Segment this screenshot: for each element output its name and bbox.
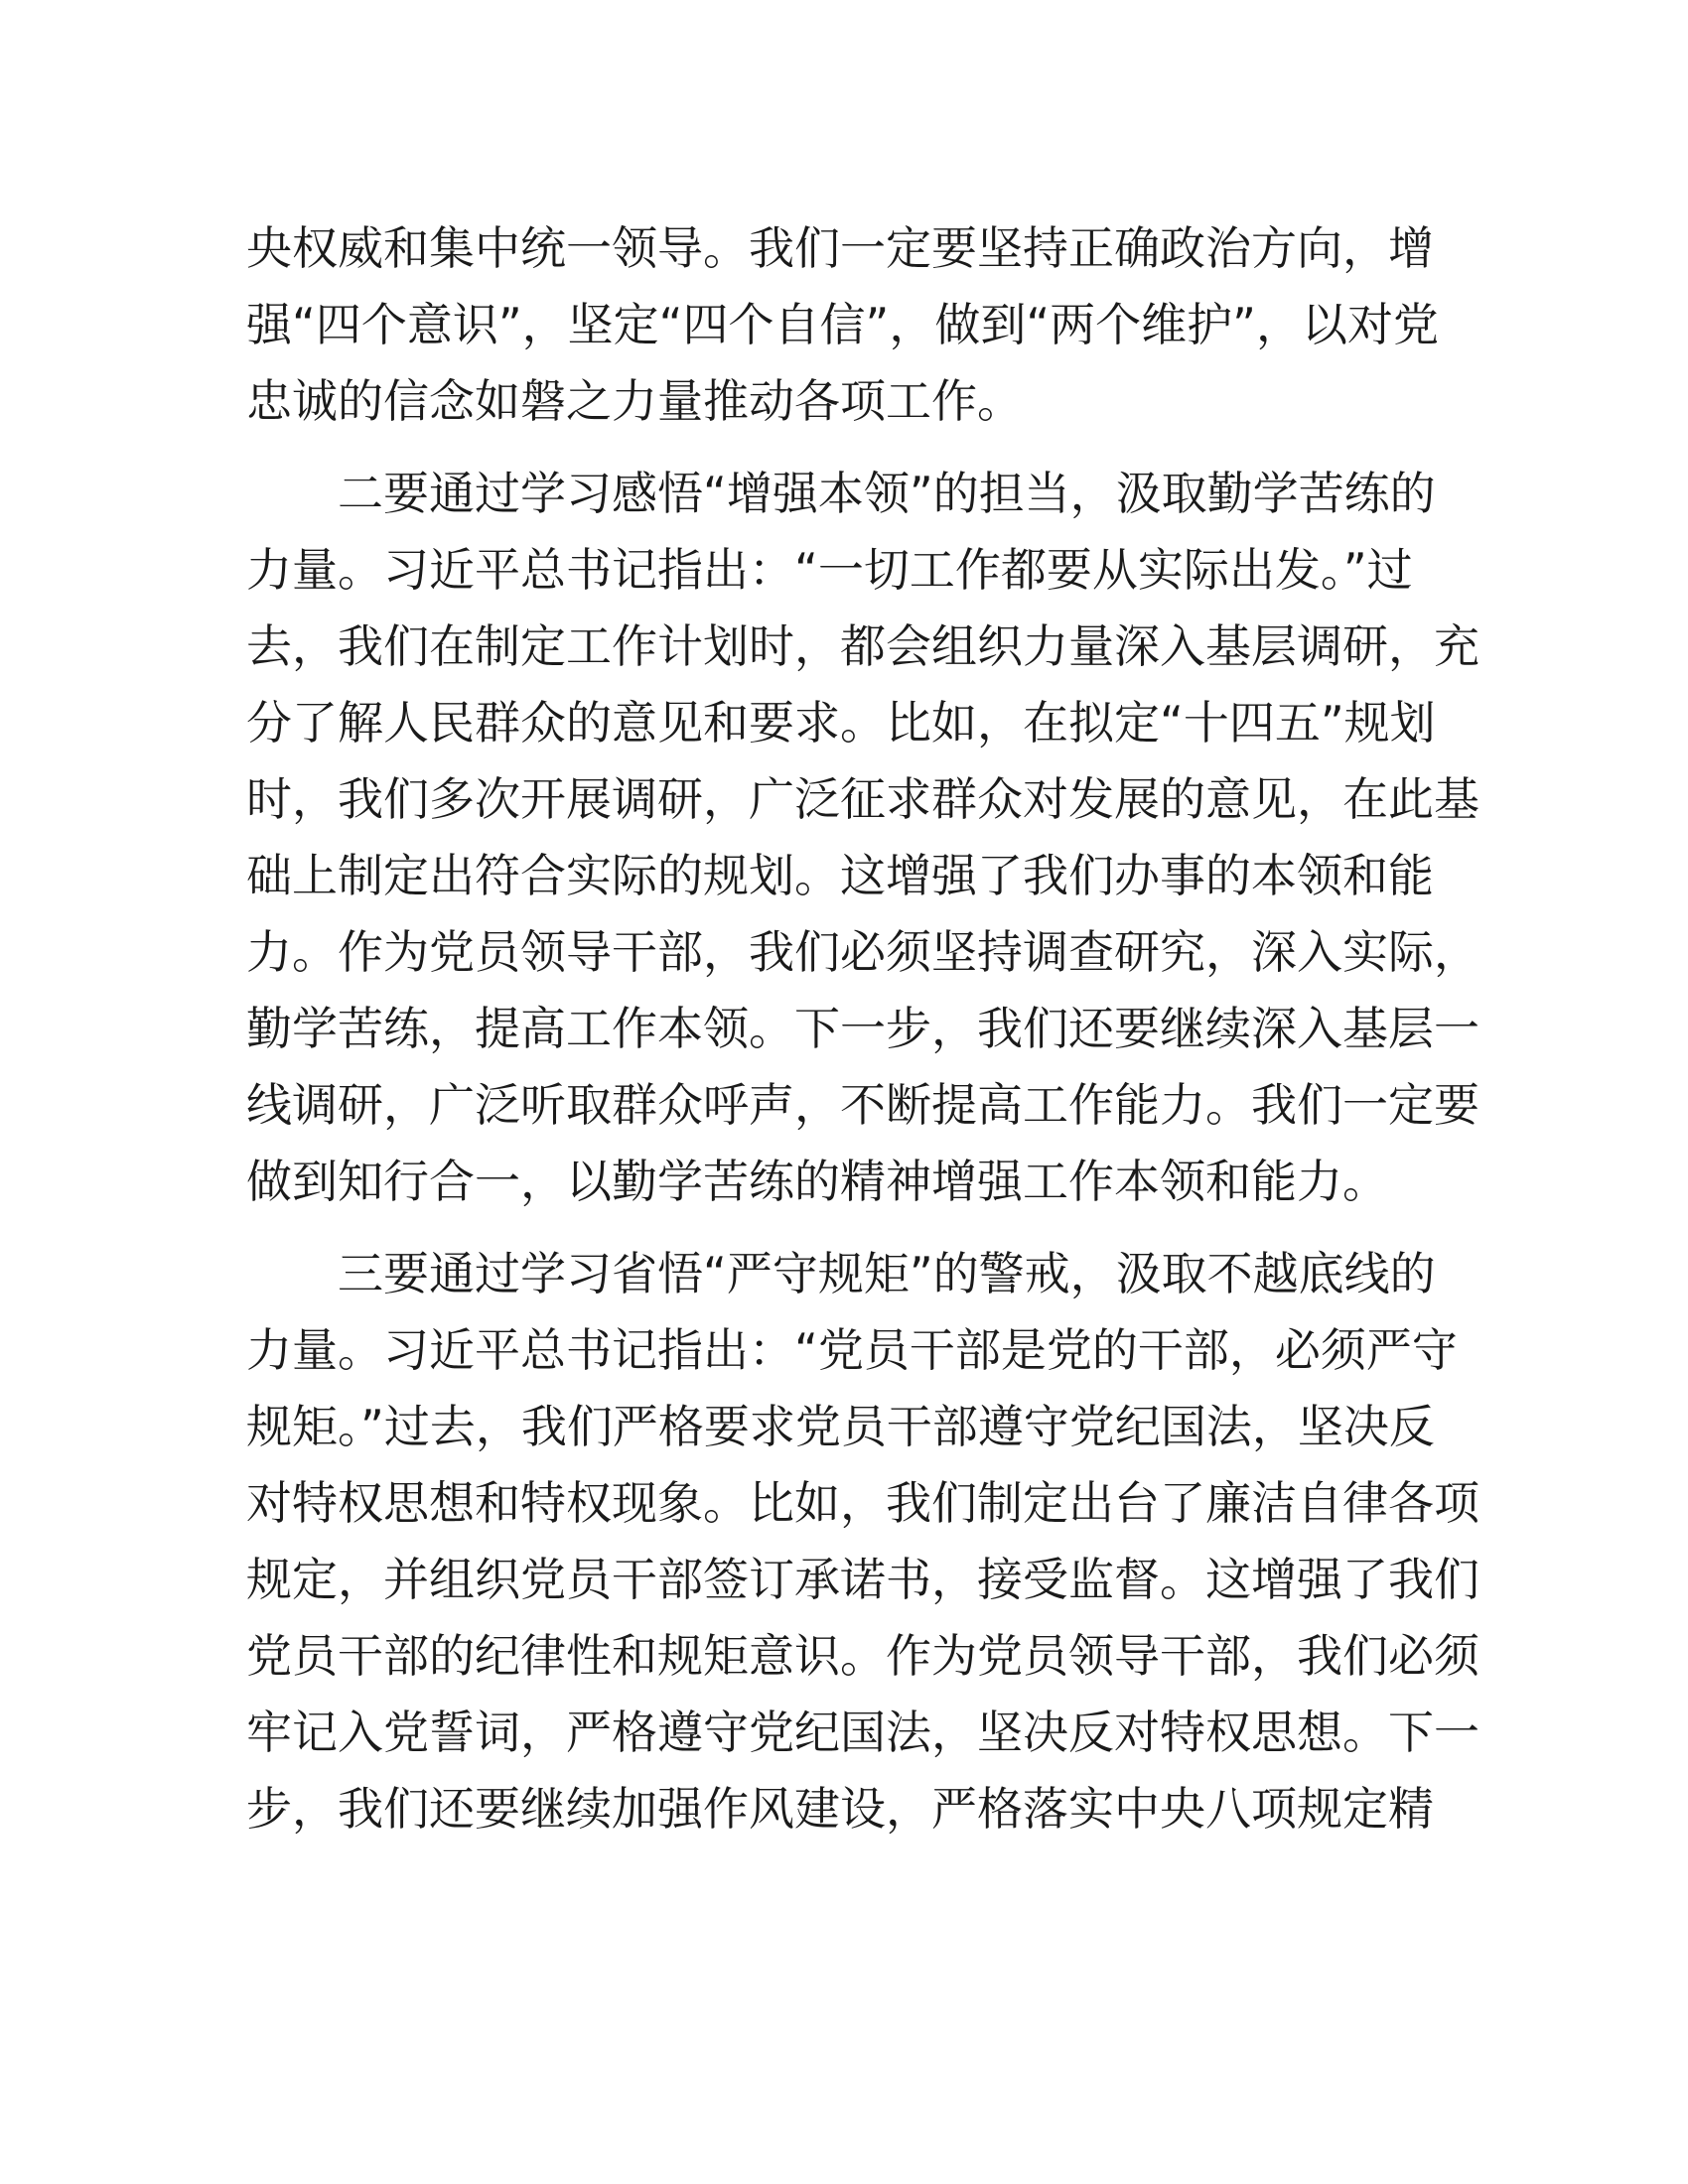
text-line: 时，我们多次开展调研，广泛征求群众对发展的意见，在此基	[246, 772, 1479, 826]
text-line: 规定，并组织党员干部签订承诺书，接受监督。这增强了我们	[246, 1553, 1479, 1606]
paragraph-1	[246, 210, 1438, 440]
document-body	[246, 210, 1479, 1847]
text-line: 二要通过学习感悟“增强本领”的担当，汲取勤学苦练的	[246, 467, 1436, 520]
text-line: 分了解人民群众的意见和要求。比如，在拟定“十四五”规划	[246, 696, 1436, 750]
text-line: 牢记入党誓词，严格遵守党纪国法，坚决反对特权思想。下一	[246, 1706, 1479, 1759]
text-line: 央权威和集中统一领导。我们一定要坚持正确政治方向，增	[246, 221, 1434, 275]
text-line: 去，我们在制定工作计划时，都会组织力量深入基层调研，充	[246, 619, 1479, 673]
text-line: 忠诚的信念如磐之力量推动各项工作。	[246, 374, 1023, 428]
text-line: 做到知行合一，以勤学苦练的精神增强工作本领和能力。	[246, 1155, 1388, 1208]
text-line: 强“四个意识”，坚定“四个自信”，做到“两个维护”，以对党	[246, 298, 1439, 351]
paragraph-spacer	[246, 440, 1438, 456]
text-line: 力。作为党员领导干部，我们必须坚持调查研究，深入实际，	[246, 925, 1479, 979]
text-line: 规矩。”过去，我们严格要求党员干部遵守党纪国法，坚决反	[246, 1400, 1435, 1453]
text-line: 勤学苦练，提高工作本领。下一步，我们还要继续深入基层一	[246, 1002, 1479, 1055]
text-line: 三要通过学习省悟“严守规矩”的警戒，汲取不越底线的	[246, 1247, 1436, 1300]
text-line: 党员干部的纪律性和规矩意识。作为党员领导干部，我们必须	[246, 1629, 1479, 1683]
text-line: 力量。习近平总书记指出：“党员干部是党的干部，必须严守	[246, 1323, 1458, 1377]
text-line: 础上制定出符合实际的规划。这增强了我们办事的本领和能	[246, 849, 1434, 902]
paragraph-spacer	[246, 1220, 1438, 1236]
text-line: 线调研，广泛听取群众呼声，不断提高工作能力。我们一定要	[246, 1078, 1479, 1132]
text-line: 步，我们还要继续加强作风建设，严格落实中央八项规定精	[246, 1782, 1434, 1836]
text-line: 力量。习近平总书记指出：“一切工作都要从实际出发。”过	[246, 543, 1413, 597]
paragraph-3	[246, 1236, 1479, 1847]
text-line: 对特权思想和特权现象。比如，我们制定出台了廉洁自律各项	[246, 1476, 1479, 1530]
paragraph-2	[246, 456, 1479, 1220]
